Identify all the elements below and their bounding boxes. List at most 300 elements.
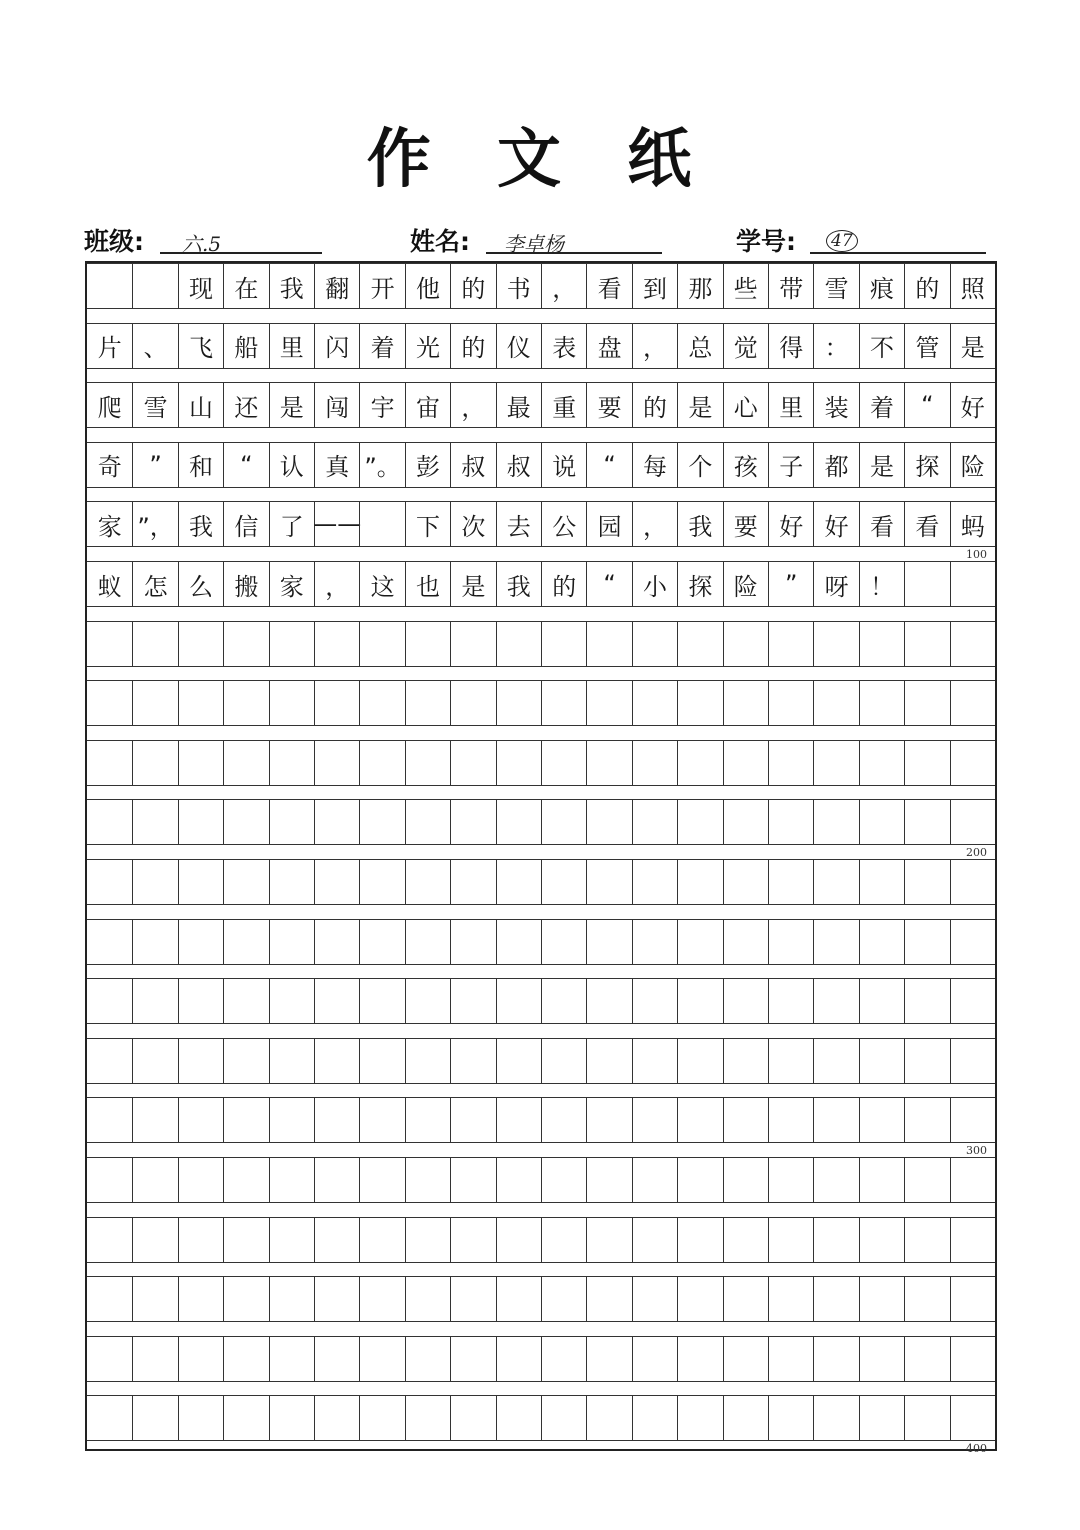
grid-cell: [405, 1396, 450, 1440]
grid-cell: [359, 1098, 404, 1142]
grid-cell: [768, 1396, 813, 1440]
grid-cell: [632, 800, 677, 844]
grid-cell: 表: [541, 324, 586, 368]
grid-cell: 我: [269, 264, 314, 308]
grid-cell: [541, 1396, 586, 1440]
grid-cell: [768, 1098, 813, 1142]
grid-cell: [223, 979, 268, 1023]
grid-cell: [178, 1039, 223, 1083]
grid-cell: [541, 1039, 586, 1083]
grid-cell: [632, 1218, 677, 1262]
grid-row: [87, 1157, 995, 1203]
grid-cell: [632, 1277, 677, 1321]
grid-cell: [87, 622, 132, 666]
grid-cell: [314, 860, 359, 904]
grid-cell: [813, 920, 858, 964]
grid-cell: [541, 1277, 586, 1321]
grid-cell: [813, 1396, 858, 1440]
grid-cell: [269, 860, 314, 904]
grid-cell: [904, 622, 949, 666]
grid-cell: [87, 920, 132, 964]
grid-cell: [314, 1218, 359, 1262]
grid-cell: [904, 562, 949, 606]
grid-cell: [405, 1098, 450, 1142]
grid-cell: [450, 1158, 495, 1202]
grid-cell: [632, 979, 677, 1023]
grid-cell: [723, 622, 768, 666]
grid-cell: [359, 1277, 404, 1321]
grid-cell: [813, 1218, 858, 1262]
grid-cell: 管: [904, 324, 949, 368]
grid-cell: 那: [677, 264, 722, 308]
grid-cell: 是: [677, 383, 722, 427]
grid-cell: 信: [223, 502, 268, 546]
grid-cell: [586, 1277, 631, 1321]
grid-cell: 的: [450, 324, 495, 368]
grid-cell: [768, 1337, 813, 1381]
grid-cell: [768, 1158, 813, 1202]
grid-cell: ，: [632, 324, 677, 368]
grid-cell: 每: [632, 443, 677, 487]
grid-cell: [632, 1039, 677, 1083]
grid-cell: ”: [768, 562, 813, 606]
grid-cell: [359, 800, 404, 844]
grid-cell: [632, 1158, 677, 1202]
grid-cell: [223, 1396, 268, 1440]
grid-cell: [859, 1039, 904, 1083]
grid-cell: [314, 1277, 359, 1321]
grid-cell: [950, 1158, 995, 1202]
grid-cell: [768, 800, 813, 844]
grid-cell: [496, 1098, 541, 1142]
grid-cell: [223, 800, 268, 844]
grid-cell: [950, 741, 995, 785]
grid-cell: [132, 979, 177, 1023]
grid-cell: [813, 681, 858, 725]
grid-cell: 蚂: [950, 502, 995, 546]
grid-cell: [677, 979, 722, 1023]
grid-cell: [269, 1218, 314, 1262]
grid-cell: [132, 1396, 177, 1440]
grid-cell: ，: [541, 264, 586, 308]
grid-cell: [677, 1158, 722, 1202]
grid-cell: [950, 979, 995, 1023]
grid-cell: [178, 979, 223, 1023]
grid-cell: [223, 622, 268, 666]
grid-row: [87, 561, 995, 607]
grid-row: [87, 1395, 995, 1441]
grid-cell: [950, 1218, 995, 1262]
grid-cell: [178, 860, 223, 904]
grid-cell: [677, 1039, 722, 1083]
grid-cell: [586, 1396, 631, 1440]
grid-cell: [859, 1158, 904, 1202]
grid-cell: [405, 979, 450, 1023]
grid-cell: 子: [768, 443, 813, 487]
grid-cell: 他: [405, 264, 450, 308]
grid-cell: [813, 1039, 858, 1083]
grid-cell: [950, 1396, 995, 1440]
grid-cell: 搬: [223, 562, 268, 606]
grid-cell: [632, 741, 677, 785]
grid-cell: ：: [813, 324, 858, 368]
grid-row: [87, 799, 995, 845]
grid-cell: 是: [859, 443, 904, 487]
grid-cell: 是: [450, 562, 495, 606]
grid-cell: [723, 1277, 768, 1321]
grid-cell: [178, 622, 223, 666]
grid-cell: [405, 1337, 450, 1381]
grid-cell: [950, 681, 995, 725]
grid-cell: [813, 741, 858, 785]
grid-cell: [223, 1158, 268, 1202]
grid-cell: [87, 1158, 132, 1202]
grid-cell: [859, 741, 904, 785]
grid-cell: [132, 1277, 177, 1321]
grid-cell: 重: [541, 383, 586, 427]
grid-cell: [87, 979, 132, 1023]
grid-cell: 得: [768, 324, 813, 368]
grid-cell: 探: [904, 443, 949, 487]
grid-cell: [859, 1218, 904, 1262]
grid-cell: [87, 1337, 132, 1381]
grid-cell: [87, 741, 132, 785]
grid-cell: [677, 860, 722, 904]
grid-cell: [904, 1158, 949, 1202]
grid-cell: 次: [450, 502, 495, 546]
grid-cell: 真: [314, 443, 359, 487]
grid-cell: [359, 1396, 404, 1440]
grid-cell: [450, 979, 495, 1023]
grid-cell: [405, 741, 450, 785]
grid-cell: [904, 1218, 949, 1262]
grid-cell: [496, 1337, 541, 1381]
grid-cell: ，: [450, 383, 495, 427]
grid-cell: 家: [269, 562, 314, 606]
grid-cell: [632, 681, 677, 725]
grid-cell: [405, 1218, 450, 1262]
grid-cell: [87, 860, 132, 904]
grid-cell: [450, 1218, 495, 1262]
grid-cell: 了: [269, 502, 314, 546]
grid-cell: 这: [359, 562, 404, 606]
grid-cell: [359, 622, 404, 666]
grid-row: [87, 859, 995, 905]
grid-cell: [405, 622, 450, 666]
grid-cell: [723, 1039, 768, 1083]
grid-cell: [178, 741, 223, 785]
grid-cell: [723, 1337, 768, 1381]
grid-cell: [132, 1098, 177, 1142]
grid-cell: [314, 1039, 359, 1083]
grid-cell: [405, 681, 450, 725]
grid-cell: [496, 741, 541, 785]
grid-cell: [768, 1277, 813, 1321]
grid-cell: [178, 920, 223, 964]
grid-cell: 不: [859, 324, 904, 368]
grid-cell: [950, 860, 995, 904]
grid-cell: [768, 920, 813, 964]
grid-cell: 的: [904, 264, 949, 308]
grid-cell: [677, 1337, 722, 1381]
grid-cell: [541, 622, 586, 666]
grid-cell: 觉: [723, 324, 768, 368]
grid-cell: [904, 1396, 949, 1440]
grid-cell: [314, 800, 359, 844]
grid-cell: [314, 741, 359, 785]
grid-cell: [314, 681, 359, 725]
grid-cell: [723, 920, 768, 964]
grid-cell: [768, 622, 813, 666]
grid-cell: 痕: [859, 264, 904, 308]
grid-row: [87, 978, 995, 1024]
grid-cell: 是: [269, 383, 314, 427]
grid-cell: 最: [496, 383, 541, 427]
grid-cell: 要: [586, 383, 631, 427]
grid-cell: [859, 860, 904, 904]
grid-cell: [813, 1098, 858, 1142]
grid-cell: [586, 741, 631, 785]
grid-cell: 好: [768, 502, 813, 546]
grid-cell: [904, 979, 949, 1023]
char-count-marker: 100: [966, 548, 987, 562]
grid-cell: [541, 1098, 586, 1142]
grid-cell: [87, 1218, 132, 1262]
grid-cell: [723, 979, 768, 1023]
grid-cell: 是: [950, 324, 995, 368]
grid-cell: 爬: [97, 393, 122, 422]
grid-cell: [314, 622, 359, 666]
grid-cell: 叔: [496, 443, 541, 487]
grid-cell: [632, 622, 677, 666]
grid-cell: [586, 979, 631, 1023]
grid-cell: [359, 741, 404, 785]
grid-cell: 的: [632, 383, 677, 427]
grid-cell: [314, 1337, 359, 1381]
grid-cell: [859, 1396, 904, 1440]
grid-cell: 还: [223, 383, 268, 427]
grid-cell: “: [223, 443, 268, 487]
grid-cell: [813, 1277, 858, 1321]
grid-row: [87, 323, 995, 369]
grid-cell: 险: [950, 443, 995, 487]
grid-cell: [632, 1396, 677, 1440]
grid-cell: [496, 800, 541, 844]
grid-cell: 我: [496, 562, 541, 606]
grid-cell: 怎: [132, 562, 177, 606]
grid-cell: [813, 800, 858, 844]
grid-cell: 心: [723, 383, 768, 427]
grid-cell: [632, 860, 677, 904]
grid-cell: 闯: [314, 383, 359, 427]
grid-cell: [496, 622, 541, 666]
grid-cell: [87, 1098, 132, 1142]
grid-cell: [450, 741, 495, 785]
grid-cell: [859, 1098, 904, 1142]
grid-cell: [450, 1396, 495, 1440]
grid-cell: ，: [632, 502, 677, 546]
grid-cell: [87, 1396, 132, 1440]
grid-cell: [87, 1039, 132, 1083]
grid-row: [87, 1097, 995, 1143]
grid-cell: [450, 800, 495, 844]
grid-cell: 的: [541, 562, 586, 606]
grid-cell: [677, 920, 722, 964]
grid-cell: [223, 920, 268, 964]
grid-cell: [269, 741, 314, 785]
grid-cell: [586, 1158, 631, 1202]
grid-cell: [950, 1039, 995, 1083]
grid-cell: [677, 800, 722, 844]
grid-cell: [405, 920, 450, 964]
composition-grid: [85, 261, 997, 1456]
grid-cell: ！: [859, 562, 904, 606]
page-title: 作 文 纸: [366, 123, 714, 197]
grid-cell: 总: [677, 324, 722, 368]
grid-cell: [496, 1158, 541, 1202]
grid-cell: 险: [723, 562, 768, 606]
grid-cell: 呀: [813, 562, 858, 606]
grid-cell: 叔: [450, 443, 495, 487]
grid-cell: [768, 681, 813, 725]
grid-cell: [314, 1098, 359, 1142]
grid-cell: [586, 800, 631, 844]
grid-cell: 、: [132, 324, 177, 368]
grid-cell: 说: [541, 443, 586, 487]
grid-cell: [178, 1158, 223, 1202]
grid-cell: [450, 920, 495, 964]
grid-row: [87, 740, 995, 786]
grid-cell: [269, 800, 314, 844]
grid-cell: [586, 860, 631, 904]
grid-cell: 到: [632, 264, 677, 308]
grid-cell: [541, 920, 586, 964]
grid-cell: 小: [632, 562, 677, 606]
grid-cell: [496, 920, 541, 964]
grid-cell: [859, 1337, 904, 1381]
grid-cell: [132, 1218, 177, 1262]
grid-cell: [541, 1337, 586, 1381]
grid-cell: [269, 979, 314, 1023]
grid-cell: [132, 741, 177, 785]
grid-cell: 开: [359, 264, 404, 308]
grid-cell: 我: [677, 502, 722, 546]
grid-row: [87, 919, 995, 965]
grid-row: [87, 1038, 995, 1084]
grid-cell: 看: [586, 264, 631, 308]
grid-row: [87, 501, 995, 547]
grid-cell: 的: [450, 264, 495, 308]
grid-cell: [178, 1218, 223, 1262]
grid-cell: [223, 1098, 268, 1142]
grid-cell: 要: [723, 502, 768, 546]
grid-cell: [950, 920, 995, 964]
grid-cell: [496, 681, 541, 725]
grid-cell: 好: [813, 502, 858, 546]
grid-cell: [723, 741, 768, 785]
grid-cell: [768, 1039, 813, 1083]
grid-cell: [496, 1218, 541, 1262]
grid-cell: [405, 1039, 450, 1083]
grid-cell: [87, 800, 132, 844]
grid-cell: [314, 979, 359, 1023]
grid-cell: [677, 1098, 722, 1142]
grid-cell: [359, 860, 404, 904]
grid-cell: 个: [677, 443, 722, 487]
grid-cell: 光: [405, 324, 450, 368]
grid-cell: [132, 800, 177, 844]
grid-row: [87, 442, 995, 488]
grid-cell: [677, 681, 722, 725]
char-count-marker: 200: [966, 846, 987, 860]
grid-cell: [768, 979, 813, 1023]
grid-cell: [496, 1277, 541, 1321]
grid-cell: [223, 1277, 268, 1321]
grid-cell: [223, 1337, 268, 1381]
grid-cell: [359, 1039, 404, 1083]
grid-cell: 去: [496, 502, 541, 546]
id-underline: [810, 252, 986, 254]
grid-cell: [178, 1337, 223, 1381]
grid-cell: [450, 1277, 495, 1321]
grid-cell: [314, 920, 359, 964]
grid-cell: [87, 681, 132, 725]
grid-cell: [950, 800, 995, 844]
grid-cell: [450, 1039, 495, 1083]
grid-cell: [359, 920, 404, 964]
grid-cell: “: [904, 383, 949, 427]
grid-cell: [904, 1337, 949, 1381]
grid-cell: [496, 979, 541, 1023]
grid-cell: [723, 1158, 768, 1202]
grid-cell: [132, 264, 177, 308]
grid-cell: [859, 622, 904, 666]
grid-row: [87, 1217, 995, 1263]
grid-cell: [723, 860, 768, 904]
grid-cell: 蚁: [97, 572, 122, 601]
grid-cell: [450, 860, 495, 904]
grid-cell: 彭: [405, 443, 450, 487]
grid-cell: 装: [813, 383, 858, 427]
grid-cell: [132, 681, 177, 725]
grid-cell: [632, 1098, 677, 1142]
grid-cell: [723, 800, 768, 844]
grid-cell: 着: [359, 324, 404, 368]
grid-cell: [904, 1277, 949, 1321]
grid-cell: 园: [586, 502, 631, 546]
grid-cell: [677, 622, 722, 666]
grid-cell: ——: [314, 502, 359, 546]
name-label: 姓名:: [410, 227, 470, 256]
grid-cell: [586, 1337, 631, 1381]
grid-cell: 书: [496, 264, 541, 308]
grid-cell: [132, 1158, 177, 1202]
id-label: 学号:: [736, 227, 796, 256]
char-count-marker: 400: [966, 1442, 987, 1456]
grid-cell: 探: [677, 562, 722, 606]
grid-cell: [950, 1337, 995, 1381]
grid-cell: [314, 1158, 359, 1202]
grid-cell: [859, 1277, 904, 1321]
grid-cell: [813, 860, 858, 904]
grid-cell: [904, 800, 949, 844]
grid-cell: [132, 1039, 177, 1083]
grid-row: [87, 1276, 995, 1322]
grid-row: [87, 680, 995, 726]
grid-row: [87, 263, 995, 309]
grid-cell: 好: [950, 383, 995, 427]
grid-cell: [178, 1098, 223, 1142]
